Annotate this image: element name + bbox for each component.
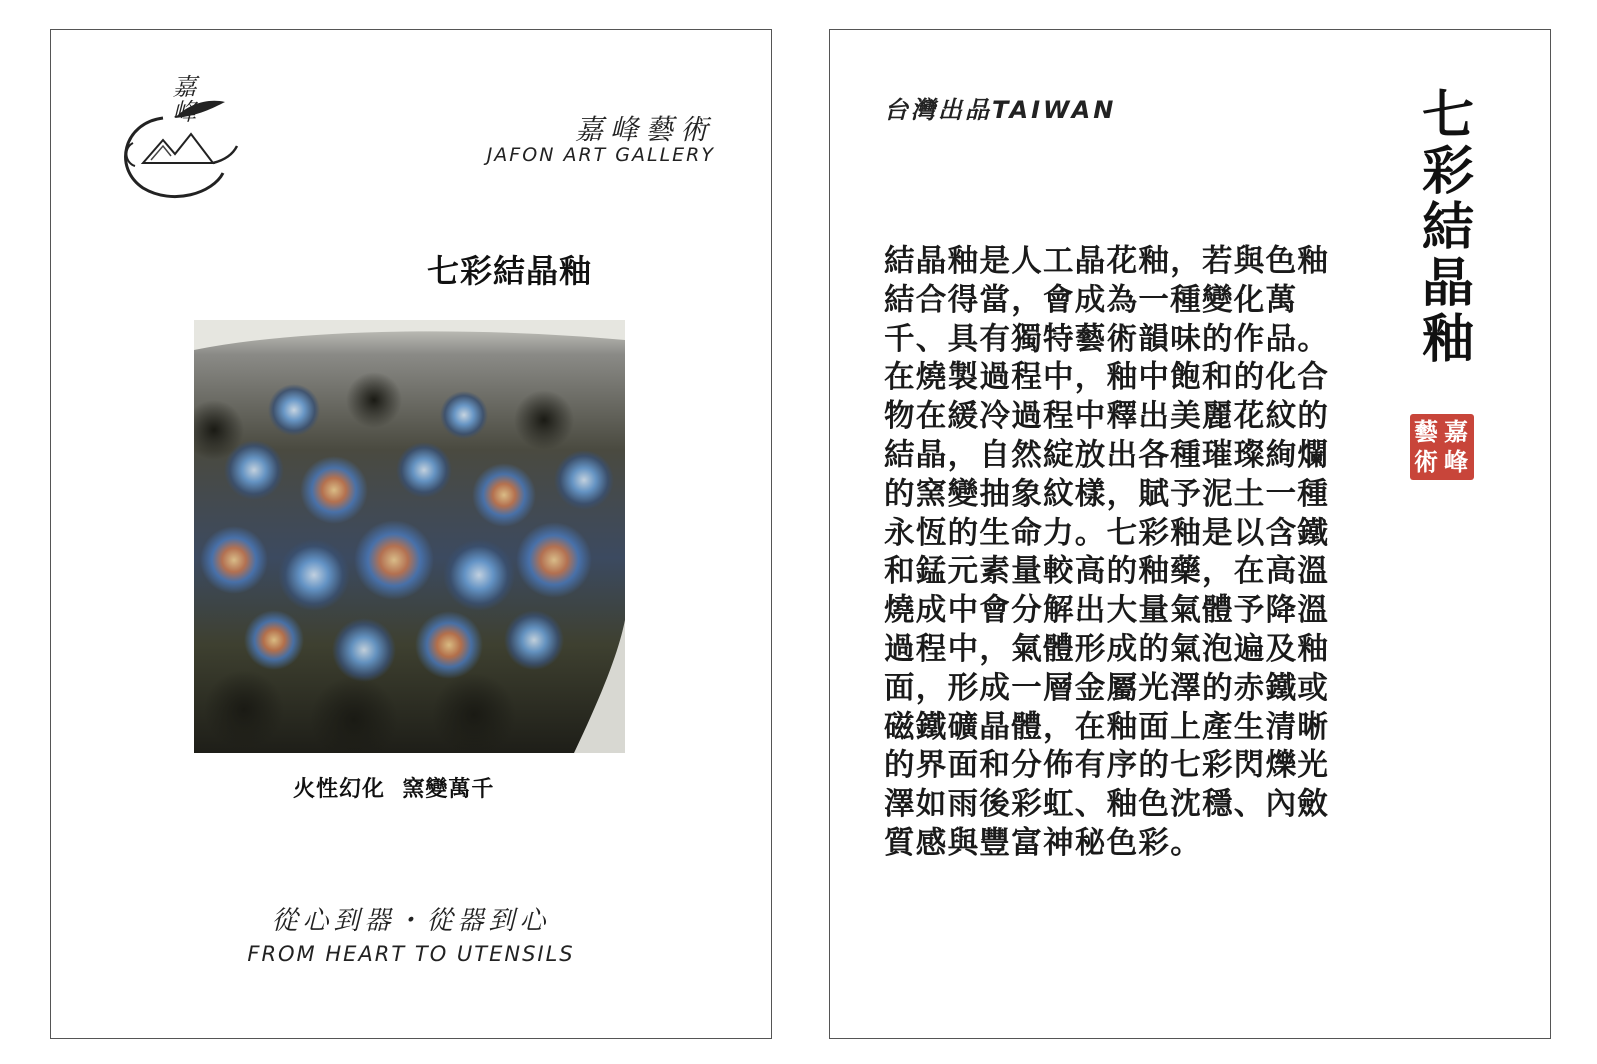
motto-english: FROM HEART TO UTENSILS (247, 942, 575, 966)
glaze-photo (194, 320, 625, 753)
product-title: 七彩結晶釉 (427, 252, 593, 290)
motto-chinese: 從心到器・從器到心 (271, 906, 551, 936)
photo-caption: 火性幻化 窯變萬千 (293, 777, 495, 802)
logo-wordmark: 嘉峰 (168, 74, 196, 124)
glaze-photo-image (194, 320, 625, 753)
origin-label: 台灣出品TAIWAN (884, 96, 1117, 124)
red-seal-stamp: 嘉 峰 藝 術 (1410, 414, 1474, 480)
brand-name-chinese: 嘉峰藝術 (574, 113, 715, 146)
front-card (50, 29, 772, 1039)
description-text: 結晶釉是人工晶花釉，若與色釉結合得當，會成為一種變化萬千、具有獨特藝術韻味的作品。在燒製過程中，釉中飽和的化合物在緩冷過程中釋出美麗花紋的結晶，自然綻放出各種璀璨絢爛的窯變抽象紋樣，賦予泥土一種永恆的生命力。七彩釉是以含鐵和錳元素量較高的釉藥，在高溫燒成中會分解出大量氣體予降溫過程中，氣體形成的氣泡遍及釉面，形成一層金屬光澤的赤鐵或磁鐵礦晶體，在釉面上產生清晰的界面和分佈有序的七彩閃爍光澤如雨後彩虹、釉色沈穩、內斂質感與豐富神秘色彩。 (884, 243, 1330, 861)
vertical-product-title: 七彩結晶釉 (1421, 86, 1474, 370)
logo-text (169, 74, 195, 129)
back-card (829, 29, 1551, 1039)
brand-name-english: JAFON ART GALLERY (486, 144, 715, 166)
